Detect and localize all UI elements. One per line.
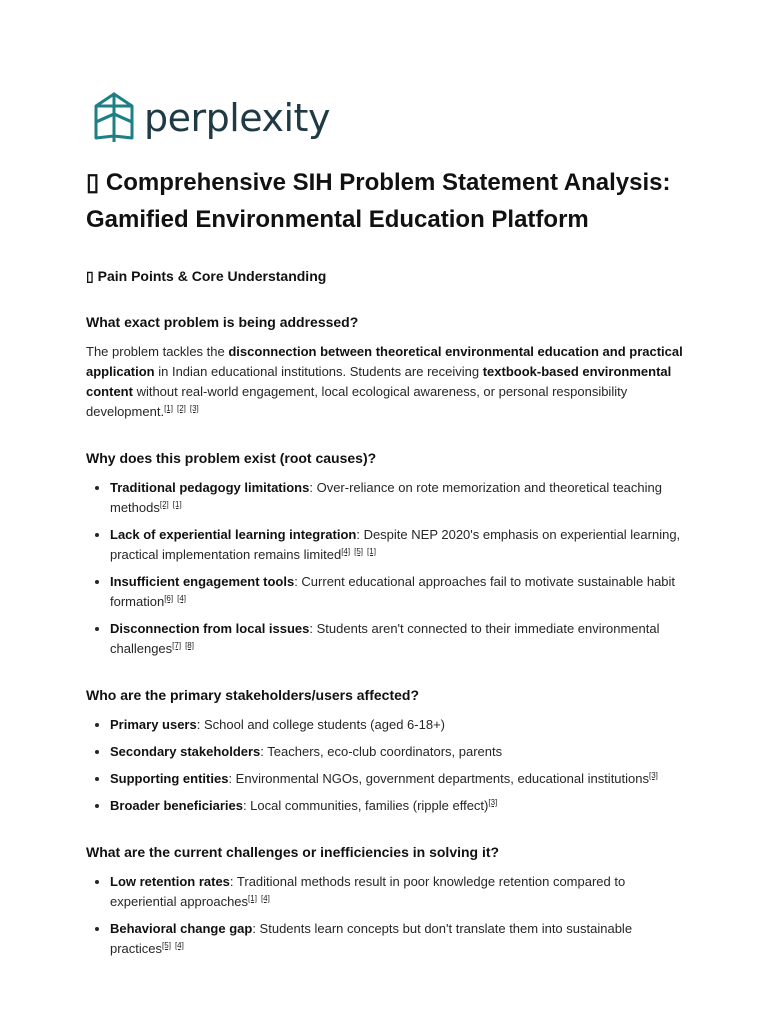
citation-link[interactable]: [8] xyxy=(185,640,194,650)
citations xyxy=(248,894,274,903)
stakeholders-list xyxy=(86,715,686,816)
citation-link[interactable]: [5] xyxy=(162,940,171,950)
question-heading-4: What are the current challenges or inefficiencies in solving it? xyxy=(86,844,500,860)
list-item-label: Insufficient engagement tools xyxy=(110,574,295,589)
list-item-text: : Students learn concepts but don't translate them into sustainable practices xyxy=(110,921,633,956)
citation-link[interactable]: [1] xyxy=(164,403,173,413)
section-glyph: ▯ xyxy=(86,268,94,284)
perplexity-logo-icon xyxy=(92,92,136,144)
citation-link[interactable]: [3] xyxy=(488,797,498,807)
list-item-label: Secondary stakeholders xyxy=(110,744,261,759)
page-title xyxy=(86,164,686,238)
problem-paragraph xyxy=(86,342,686,422)
list-item-label: Broader beneficiaries xyxy=(110,798,243,813)
article-body xyxy=(86,164,686,966)
challenges-list xyxy=(86,872,686,959)
section-heading xyxy=(86,266,686,286)
perplexity-wordmark: perplexity xyxy=(144,96,330,140)
list-item-text: : School and college students (aged 6-18+) xyxy=(196,717,445,732)
list-item-text: : Over-reliance on rote memorization and theoretical teaching methods xyxy=(110,480,662,515)
citations xyxy=(488,798,501,807)
bold-run: disconnection between theoretical environmental education and practical application xyxy=(86,344,683,379)
list-item-text: : Local communities, families (ripple effect) xyxy=(242,798,489,813)
citation-link[interactable]: [5] xyxy=(354,546,364,556)
citation-link[interactable]: [4] xyxy=(177,593,187,603)
list-item-label: Lack of experiential learning integration xyxy=(110,527,357,542)
citation-link[interactable]: [4] xyxy=(341,546,351,556)
bold-run: textbook-based environmental content xyxy=(86,364,672,399)
list-item xyxy=(110,742,686,762)
citations xyxy=(649,771,662,780)
list-item-label: Low retention rates xyxy=(110,874,230,889)
list-item-text: : Current educational approaches fail to motivate sustainable habit formation xyxy=(110,574,676,609)
question-heading-1: What exact problem is being addressed? xyxy=(86,314,359,330)
list-item xyxy=(110,796,686,816)
list-item-text: : Despite NEP 2020's emphasis on experiential learning, practical implementation remains limited xyxy=(110,527,681,562)
list-item-text: : Traditional methods result in poor knowledge retention compared to experiential approaches xyxy=(110,874,626,909)
list-item-label: Supporting entities xyxy=(110,771,229,786)
citation-link[interactable]: [7] xyxy=(172,640,182,650)
list-item xyxy=(110,769,686,789)
root-causes-list xyxy=(86,478,686,659)
citations xyxy=(160,500,186,509)
citations xyxy=(341,547,380,556)
citation-link[interactable]: [1] xyxy=(367,546,376,556)
list-item-text: : Environmental NGOs, government departments, educational institutions xyxy=(228,771,649,786)
citation-link[interactable]: [1] xyxy=(172,499,182,509)
title-text: Comprehensive SIH Problem Statement Analysis: Gamified Environmental Education Platform xyxy=(86,169,671,233)
list-item-label: Disconnection from local issues xyxy=(110,621,310,636)
citation-link[interactable]: [6] xyxy=(164,593,174,603)
list-item-label: Behavioral change gap xyxy=(110,921,253,936)
citation-link[interactable]: [2] xyxy=(176,403,186,413)
text-run: without real-world engagement, local ecological awareness, or personal responsibility development. xyxy=(86,384,628,419)
text-run: in Indian educational institutions. Students are receiving xyxy=(154,364,483,379)
citation-link[interactable]: [3] xyxy=(649,770,658,780)
perplexity-logo xyxy=(92,92,330,144)
list-item-label: Traditional pedagogy limitations xyxy=(110,480,310,495)
citation-link[interactable]: [3] xyxy=(189,403,199,413)
list-item xyxy=(110,478,686,518)
citation-link[interactable]: [2] xyxy=(159,499,169,509)
list-item-label: Primary users xyxy=(110,717,197,732)
citation-link[interactable]: [1] xyxy=(248,893,257,903)
title-glyph: ▯ xyxy=(86,169,100,196)
list-item xyxy=(110,872,686,912)
citation-link[interactable]: [4] xyxy=(260,893,270,903)
citations xyxy=(164,594,190,603)
citations xyxy=(172,641,198,650)
list-item xyxy=(110,572,686,612)
citation-link[interactable]: [4] xyxy=(174,940,184,950)
list-item xyxy=(110,715,686,735)
list-item-text: : Students aren't connected to their immediate environmental challenges xyxy=(110,621,660,656)
list-item xyxy=(110,525,686,565)
list-item xyxy=(110,919,686,959)
question-heading-3: Who are the primary stakeholders/users affected? xyxy=(86,687,419,703)
text-run: The problem tackles the xyxy=(86,344,229,359)
citations xyxy=(164,404,203,413)
citations xyxy=(162,941,188,950)
question-heading-2: Why does this problem exist (root causes)? xyxy=(86,450,377,466)
list-item-text: : Teachers, eco-club coordinators, parents xyxy=(260,744,503,759)
section-heading-text: Pain Points & Core Understanding xyxy=(97,268,327,284)
list-item xyxy=(110,619,686,659)
